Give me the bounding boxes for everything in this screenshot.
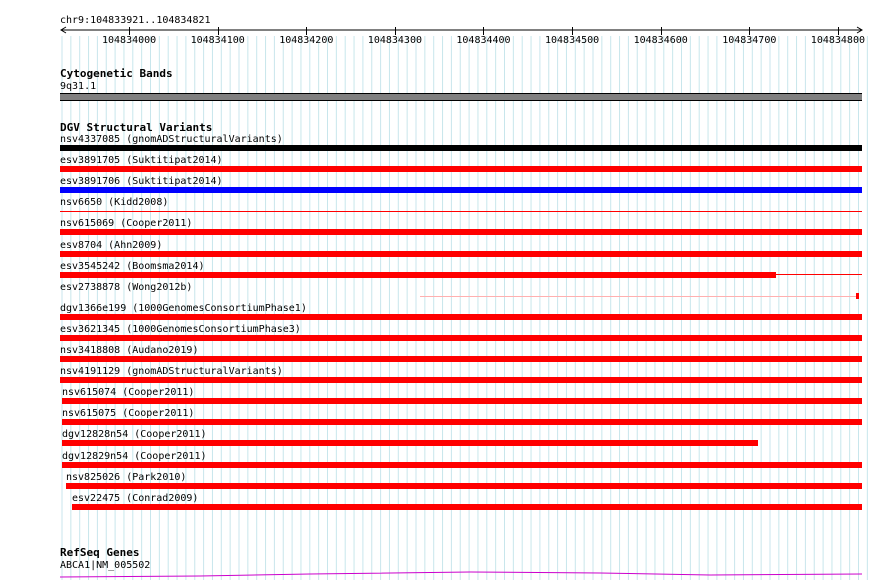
ruler-tick-label: 104834000 <box>102 35 157 46</box>
ruler-tick-label: 104834200 <box>279 35 334 46</box>
variant-label[interactable]: nsv615074 (Cooper2011) <box>62 387 195 399</box>
variant-bar[interactable] <box>60 145 862 151</box>
variant-bar[interactable] <box>62 462 862 468</box>
variant-bar[interactable] <box>60 166 862 172</box>
variant-label[interactable]: esv3891706 (Suktitipat2014) <box>60 176 223 188</box>
ruler-tick-label: 104834500 <box>545 35 600 46</box>
variant-bar[interactable] <box>856 293 859 299</box>
refseq-gene-line[interactable] <box>0 568 890 580</box>
ruler-tick <box>749 27 750 35</box>
ruler-tick <box>218 27 219 35</box>
variant-label[interactable]: esv22475 (Conrad2009) <box>72 492 199 504</box>
variant-label[interactable]: nsv615075 (Cooper2011) <box>62 408 195 420</box>
ruler-tick <box>306 27 307 35</box>
variant-label[interactable]: dgv12829n54 (Cooper2011) <box>62 450 207 462</box>
variant-label[interactable]: nsv6650 (Kidd2008) <box>60 197 169 209</box>
ruler-tick-label: 104834100 <box>190 35 245 46</box>
variant-bar[interactable] <box>60 314 862 320</box>
variant-label[interactable]: dgv1366e199 (1000GenomesConsortiumPhase1) <box>60 302 307 314</box>
refseq-track-title: RefSeq Genes <box>60 546 140 559</box>
ruler-tick <box>661 27 662 35</box>
variant-label[interactable]: nsv825026 (Park2010) <box>66 471 187 483</box>
variant-bar[interactable] <box>60 335 862 341</box>
dgv-track-title: DGV Structural Variants <box>60 121 213 134</box>
ruler-tick <box>395 27 396 35</box>
ruler-tick <box>838 27 839 35</box>
variant-label[interactable]: esv3891705 (Suktitipat2014) <box>60 155 223 167</box>
ruler-tick-label: 104834800 <box>810 35 865 46</box>
region-label: chr9:104833921..104834821 <box>60 15 211 26</box>
variant-label[interactable]: nsv3418808 (Audano2019) <box>60 345 199 356</box>
ruler-tick <box>129 27 130 35</box>
variant-bar[interactable] <box>62 398 862 404</box>
variant-label[interactable]: nsv4337085 (gnomADStructuralVariants) <box>60 134 283 145</box>
variant-bar[interactable] <box>72 504 862 510</box>
refseq-gene-label: ABCA1|NM_005502 <box>60 560 151 571</box>
variant-label[interactable]: nsv615069 (Cooper2011) <box>60 218 193 230</box>
ruler-tick-label: 104834300 <box>367 35 422 46</box>
variant-bar[interactable] <box>62 419 862 425</box>
ruler-tick <box>572 27 573 35</box>
cytoband-track-title: Cytogenetic Bands <box>60 67 173 80</box>
variant-label[interactable]: nsv4191129 (gnomADStructuralVariants) <box>60 366 283 378</box>
variant-label[interactable]: esv2738878 (Wong2012b) <box>60 281 193 293</box>
variant-label[interactable]: dgv12828n54 (Cooper2011) <box>62 429 207 441</box>
variant-connector <box>420 296 856 297</box>
ruler-tick-label: 104834700 <box>722 35 777 46</box>
variant-bar[interactable] <box>60 251 862 257</box>
variant-bar[interactable] <box>62 440 758 446</box>
variant-bar[interactable] <box>60 187 862 193</box>
variant-bar[interactable] <box>60 272 776 278</box>
variant-bar[interactable] <box>66 483 862 489</box>
ruler-tick <box>483 27 484 35</box>
ruler-tick-label: 104834600 <box>633 35 688 46</box>
variant-bar[interactable] <box>60 377 862 383</box>
variant-label[interactable]: esv3545242 (Boomsma2014) <box>60 260 205 272</box>
ruler-tick-label: 104834400 <box>456 35 511 46</box>
cytoband-bar[interactable] <box>60 93 862 101</box>
variant-bar[interactable] <box>60 211 862 212</box>
variant-label[interactable]: esv3621345 (1000GenomesConsortiumPhase3) <box>60 323 301 335</box>
variant-tail <box>776 274 862 275</box>
variant-bar[interactable] <box>60 356 862 362</box>
variant-label[interactable]: esv8704 (Ahn2009) <box>60 239 163 251</box>
cytoband-label: 9q31.1 <box>60 81 97 92</box>
variant-bar[interactable] <box>60 229 862 235</box>
